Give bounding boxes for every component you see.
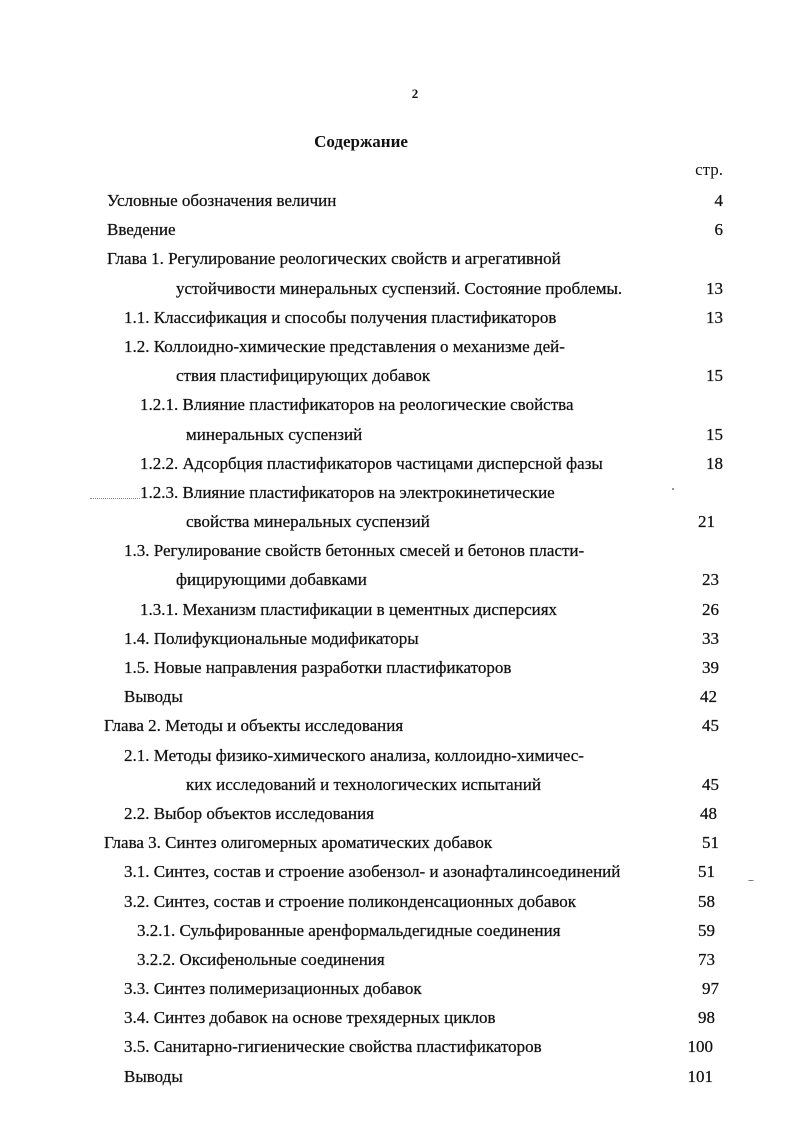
- toc-entry-text: 3.2. Синтез, состав и строение поликонденсационных добавок: [124, 891, 577, 911]
- toc-line: [0, 945, 793, 974]
- toc-entry-text: ствия пластифицирующих добавок: [176, 366, 431, 386]
- toc-entry-text: Выводы: [124, 1066, 183, 1086]
- toc-entry-text: 1.3. Регулирование свойств бетонных смесей и бетонов пласти-: [124, 541, 585, 561]
- toc-line: [0, 741, 793, 770]
- toc-entry-page: 51: [698, 862, 715, 882]
- toc-entry-page: 97: [702, 979, 719, 999]
- toc-entry-page: 98: [698, 1008, 715, 1028]
- toc-line: [0, 624, 793, 653]
- toc-line: [0, 1032, 793, 1061]
- toc-entry-page: 15: [706, 424, 723, 444]
- toc-line: [0, 390, 793, 419]
- toc-entry-page: 15: [706, 366, 723, 386]
- toc-entry-page: 59: [698, 920, 715, 940]
- toc-entry-page: 13: [706, 307, 723, 327]
- toc-entry-page: 51: [702, 833, 719, 853]
- toc-entry-page: 73: [698, 949, 715, 969]
- toc-line: [0, 799, 793, 828]
- page-column-label: стр.: [695, 160, 723, 179]
- toc-entry-text: минеральных суспензий: [186, 424, 363, 444]
- toc-entry-text: Выводы: [124, 687, 183, 707]
- toc-entry-page: 21: [698, 512, 715, 532]
- toc-entry-text: 1.5. Новые направления разработки пластификаторов: [124, 658, 512, 677]
- toc-line: [0, 361, 793, 390]
- toc-line: [0, 449, 793, 478]
- toc-entry-text: 2.2. Выбор объектов исследования: [124, 803, 374, 823]
- toc-line: [0, 887, 793, 916]
- toc-entry-text: 1.2.2. Адсорбция пластификаторов частицами дисперсной фазы: [140, 453, 603, 473]
- toc-line: [0, 565, 793, 594]
- toc-line: [0, 303, 793, 332]
- toc-line: [0, 828, 793, 857]
- toc-entry-text: Введение: [107, 220, 176, 240]
- toc-entry-text: фицирующими добавками: [176, 570, 367, 590]
- toc-line: [0, 420, 793, 449]
- toc-entry-text: Глава 1. Регулирование реологических свойств и агрегативной: [107, 249, 561, 269]
- table-of-contents: [0, 186, 793, 1091]
- toc-entry-text: устойчивости минеральных суспензий. Состояние проблемы.: [176, 278, 623, 298]
- toc-line: [0, 595, 793, 624]
- toc-entry-text: 1.2. Коллоидно-химические представления о механизме дей-: [124, 336, 565, 356]
- toc-entry-text: 3.5. Санитарно-гигиенические свойства пластификаторов: [124, 1037, 542, 1057]
- toc-entry-page: 100: [687, 1037, 713, 1057]
- toc-line: [0, 770, 793, 799]
- toc-entry-text: Глава 3. Синтез олигомерных ароматических добавок: [104, 833, 493, 853]
- toc-entry-page: 58: [698, 891, 715, 911]
- toc-entry-page: 26: [702, 599, 719, 619]
- toc-entry-text: Условные обозначения величин: [107, 191, 337, 210]
- toc-line: [0, 507, 793, 536]
- toc-entry-text: 3.2.1. Сульфированные аренформальдегидные соединения: [137, 920, 561, 940]
- toc-entry-text: 1.1. Классификация и способы получения пластификаторов: [124, 307, 557, 327]
- toc-line: [0, 916, 793, 945]
- toc-entry-text: 3.2.2. Оксифенольные соединения: [137, 949, 385, 969]
- toc-entry-text: 3.3. Синтез полимеризационных добавок: [124, 979, 422, 999]
- toc-entry-text: свойства минеральных суспензий: [186, 512, 430, 532]
- toc-entry-text: 3.4. Синтез добавок на основе трехядерных циклов: [124, 1008, 496, 1028]
- toc-line: [0, 1062, 793, 1091]
- toc-line: [0, 332, 793, 361]
- toc-line: [0, 711, 793, 740]
- toc-line: [0, 186, 793, 215]
- toc-line: [0, 974, 793, 1003]
- toc-entry-text: ких исследований и технологических испытаний: [186, 774, 541, 794]
- page-number: 2: [411, 86, 419, 101]
- toc-entry-page: 42: [700, 687, 717, 707]
- toc-line: [0, 478, 793, 507]
- toc-line: [0, 653, 793, 682]
- toc-line: [0, 1003, 793, 1032]
- toc-entry-text: 1.3.1. Механизм пластификации в цементных дисперсиях: [140, 599, 558, 619]
- toc-entry-page: 13: [706, 278, 723, 298]
- toc-entry-page: 23: [702, 570, 719, 590]
- toc-entry-text: 1.4. Полифукциональные модификаторы: [124, 628, 419, 648]
- toc-entry-page: 101: [687, 1066, 713, 1086]
- toc-entry-page: 48: [700, 803, 717, 823]
- toc-line: [0, 215, 793, 244]
- toc-entry-page: 18: [706, 453, 723, 473]
- toc-entry-text: 3.1. Синтез, состав и строение азобензол- и азонафталинсоединений: [124, 862, 621, 882]
- toc-entry-page: 45: [702, 774, 719, 794]
- toc-entry-page: 6: [714, 220, 723, 240]
- toc-entry-page: 33: [702, 628, 719, 648]
- toc-line: [0, 682, 793, 711]
- toc-line: [0, 244, 793, 273]
- toc-entry-page: 4: [714, 191, 723, 210]
- toc-entry-text: 1.2.1. Влияние пластификаторов на реологические свойства: [140, 395, 574, 415]
- toc-entry-page: 39: [702, 658, 719, 677]
- contents-title: Содержание: [314, 132, 408, 151]
- toc-entry-page: 45: [702, 716, 719, 736]
- toc-line: [0, 536, 793, 565]
- toc-line: [0, 274, 793, 303]
- toc-entry-text: 2.1. Методы физико-химического анализа, коллоидно-химичес-: [124, 745, 584, 765]
- toc-line: [0, 857, 793, 886]
- toc-entry-text: Глава 2. Методы и объекты исследования: [104, 716, 404, 736]
- toc-entry-text: 1.2.3. Влияние пластификаторов на электрокинетические: [140, 482, 555, 502]
